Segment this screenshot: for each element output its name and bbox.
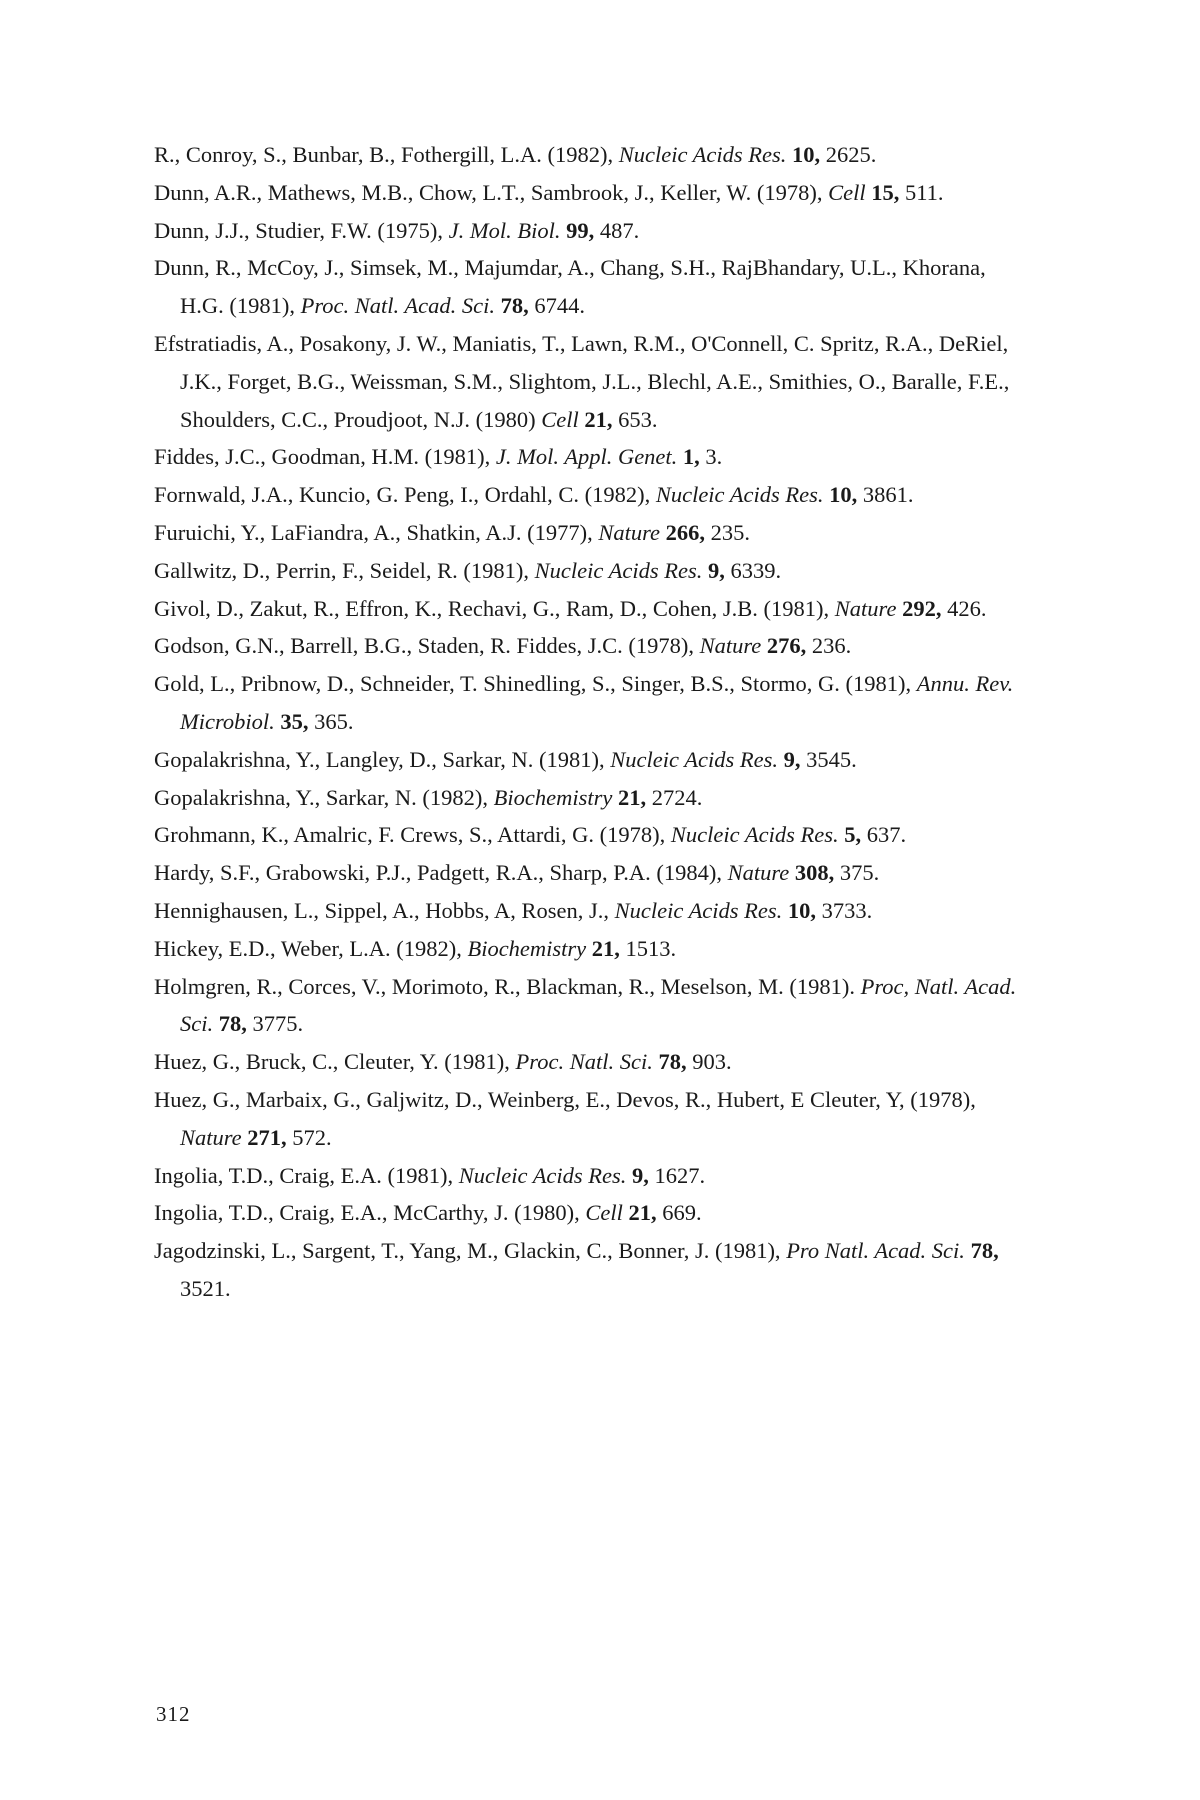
ref-pages: 637. <box>866 822 907 848</box>
ref-volume: 21, <box>628 1200 657 1226</box>
reference-entry <box>154 627 1034 665</box>
reference-entry <box>154 1043 1034 1081</box>
ref-volume: 9, <box>632 1162 649 1188</box>
ref-authors: Hardy, S.F., Grabowski, P.J., Padgett, R.A., Sharp, P.A. (1984), <box>154 860 722 886</box>
ref-journal: Proc. Natl. Sci. <box>515 1049 653 1075</box>
ref-authors: Huez, G., Bruck, C., Cleuter, Y. (1981), <box>154 1049 510 1075</box>
reference-entry <box>154 590 1034 628</box>
ref-volume: 21, <box>591 935 620 961</box>
ref-volume: 266, <box>665 519 706 545</box>
ref-journal: Nucleic Acids Res. <box>534 557 703 583</box>
reference-entry <box>154 325 1034 438</box>
ref-pages: 3. <box>705 444 723 470</box>
ref-volume: 271, <box>247 1124 287 1150</box>
ref-authors: Ingolia, T.D., Craig, E.A., McCarthy, J. (1980), <box>154 1200 580 1226</box>
ref-journal: Nature <box>699 633 762 659</box>
ref-journal: Nature <box>180 1124 242 1150</box>
ref-authors: Grohmann, K., Amalric, F. Crews, S., Attardi, G. (1978), <box>154 822 666 848</box>
reference-entry <box>154 930 1034 968</box>
ref-pages: 6744. <box>534 293 585 319</box>
ref-pages: 511. <box>904 179 944 205</box>
ref-volume: 21, <box>584 406 613 432</box>
ref-pages: 1627. <box>654 1162 706 1188</box>
ref-journal: Nucleic Acids Res. <box>614 897 783 923</box>
ref-volume: 99, <box>566 217 595 243</box>
ref-volume: 1, <box>682 444 700 470</box>
ref-authors: Gold, L., Pribnow, D., Schneider, T. Shinedling, S., Singer, B.S., Stormo, G. (1981), <box>154 671 912 697</box>
ref-authors: Huez, G., Marbaix, G., Galjwitz, D., Weinberg, E., Devos, R., Hubert, E Cleuter, Y, (1978), <box>154 1086 976 1112</box>
reference-entry <box>154 1232 1034 1308</box>
ref-volume: 10, <box>792 142 821 167</box>
reference-entry <box>154 136 1034 174</box>
ref-volume: 10, <box>829 482 858 508</box>
ref-pages: 1513. <box>625 935 677 961</box>
ref-journal: Nucleic Acids Res. <box>458 1162 627 1188</box>
reference-entry <box>154 1157 1034 1195</box>
reference-entry <box>154 854 1034 892</box>
reference-entry <box>154 816 1034 854</box>
ref-pages: 3733. <box>821 897 873 923</box>
ref-authors: Gopalakrishna, Y., Langley, D., Sarkar, N. (1981), <box>154 746 605 772</box>
ref-pages: 3545. <box>806 746 857 772</box>
reference-entry <box>154 779 1034 817</box>
ref-volume: 78, <box>970 1238 999 1264</box>
reference-entry <box>154 665 1034 741</box>
ref-journal: J. Mol. Appl. Genet. <box>495 444 678 470</box>
ref-volume: 15, <box>871 179 900 205</box>
ref-authors: Furuichi, Y., LaFiandra, A., Shatkin, A.J. (1977), <box>154 519 593 545</box>
ref-journal: Biochemistry <box>493 784 613 810</box>
ref-authors: Fornwald, J.A., Kuncio, G. Peng, I., Ordahl, C. (1982), <box>154 482 651 508</box>
ref-volume: 276, <box>766 633 807 659</box>
ref-volume: 78, <box>500 293 529 319</box>
ref-authors: Givol, D., Zakut, R., Effron, K., Rechavi, G., Ram, D., Cohen, J.B. (1981), <box>154 595 830 621</box>
ref-pages: 365. <box>314 708 354 734</box>
ref-volume: 292, <box>902 595 942 621</box>
reference-entry <box>154 1081 1034 1157</box>
ref-volume: 9, <box>783 746 801 772</box>
reference-entry <box>154 438 1034 476</box>
ref-journal: Nature <box>727 860 790 886</box>
ref-pages: 572. <box>292 1124 332 1150</box>
ref-journal: Nucleic Acids Res. <box>610 746 778 772</box>
ref-volume: 10, <box>787 897 817 923</box>
ref-journal: Annu. Rev. Microbiol. <box>180 671 1014 734</box>
ref-authors: Hennighausen, L., Sippel, A., Hobbs, A, Rosen, J., <box>154 897 609 923</box>
ref-journal: Cell <box>541 406 579 432</box>
ref-pages: 3775. <box>252 1011 304 1037</box>
reference-entry <box>154 1194 1034 1232</box>
ref-journal: Proc, Natl. Acad. Sci. <box>180 973 1017 1037</box>
reference-entry <box>154 212 1034 250</box>
ref-pages: 6339. <box>730 557 782 583</box>
ref-pages: 375. <box>839 860 880 886</box>
ref-pages: 3521. <box>180 1275 231 1301</box>
ref-pages: 2724. <box>651 784 703 810</box>
ref-journal: Nucleic Acids Res. <box>618 142 787 167</box>
ref-pages: 426. <box>947 595 987 621</box>
ref-journal: J. Mol. Biol. <box>448 217 561 243</box>
ref-journal: Cell <box>828 179 866 205</box>
ref-pages: 236. <box>811 633 852 659</box>
ref-pages: 3861. <box>862 482 914 508</box>
ref-journal: Nature <box>598 519 661 545</box>
ref-volume: 35, <box>280 708 309 734</box>
ref-journal: Biochemistry <box>467 935 587 961</box>
reference-entry <box>154 514 1034 552</box>
ref-pages: 669. <box>662 1200 702 1226</box>
ref-pages: 2625. <box>825 142 877 167</box>
ref-authors: Ingolia, T.D., Craig, E.A. (1981), <box>154 1162 454 1188</box>
page-number: 312 <box>156 1702 191 1726</box>
ref-authors: Gopalakrishna, Y., Sarkar, N. (1982), <box>154 784 489 810</box>
reference-list <box>154 136 1034 1308</box>
ref-volume: 308, <box>794 860 835 886</box>
ref-journal: Nucleic Acids Res. <box>655 482 824 508</box>
ref-journal: Nature <box>834 595 897 621</box>
reference-entry <box>154 249 1034 325</box>
ref-pages: 903. <box>692 1049 732 1075</box>
reference-entry <box>154 741 1034 779</box>
ref-authors: Gallwitz, D., Perrin, F., Seidel, R. (1981), <box>154 557 530 583</box>
ref-journal: Pro Natl. Acad. Sci. <box>786 1238 965 1264</box>
ref-pages: 487. <box>599 217 640 243</box>
ref-journal: Nucleic Acids Res. <box>670 822 839 848</box>
reference-entry <box>154 552 1034 590</box>
reference-entry <box>154 892 1034 930</box>
ref-volume: 9, <box>707 557 725 583</box>
reference-entry <box>154 476 1034 514</box>
ref-authors: Holmgren, R., Corces, V., Morimoto, R., Blackman, R., Meselson, M. (1981). <box>154 973 856 999</box>
ref-volume: 78, <box>218 1011 247 1037</box>
reference-entry <box>154 174 1034 212</box>
ref-authors: Dunn, A.R., Mathews, M.B., Chow, L.T., Sambrook, J., Keller, W. (1978), <box>154 179 823 205</box>
ref-volume: 78, <box>658 1049 687 1075</box>
ref-authors: Efstratiadis, A., Posakony, J. W., Maniatis, T., Lawn, R.M., O'Connell, C. Spritz, R.A., DeRiel, J.K., Forget, B.G., Weissman, S.M., Slightom, J.L., Blechl, A.E., Smithies, O., Baralle, F.E., Shoulders, C.C., Proudjoot, N.J. (1980) <box>154 330 1010 432</box>
ref-volume: 5, <box>844 822 862 848</box>
reference-entry <box>154 968 1034 1044</box>
ref-authors: Dunn, J.J., Studier, F.W. (1975), <box>154 217 443 243</box>
ref-authors: Fiddes, J.C., Goodman, H.M. (1981), <box>154 444 491 470</box>
ref-volume: 21, <box>618 784 647 810</box>
ref-authors: Godson, G.N., Barrell, B.G., Staden, R. Fiddes, J.C. (1978), <box>154 633 694 659</box>
ref-authors: Hickey, E.D., Weber, L.A. (1982), <box>154 935 462 961</box>
ref-journal: Cell <box>585 1200 623 1226</box>
ref-journal: Proc. Natl. Acad. Sci. <box>300 293 495 319</box>
ref-authors: R., Conroy, S., Bunbar, B., Fothergill, L.A. (1982), <box>154 142 614 167</box>
ref-authors: Dunn, R., McCoy, J., Simsek, M., Majumdar, A., Chang, S.H., RajBhandary, U.L., Khorana, H.G. (1981), <box>154 255 986 319</box>
ref-pages: 235. <box>710 519 751 545</box>
ref-authors: Jagodzinski, L., Sargent, T., Yang, M., Glackin, C., Bonner, J. (1981), <box>154 1238 781 1264</box>
ref-pages: 653. <box>618 406 658 432</box>
